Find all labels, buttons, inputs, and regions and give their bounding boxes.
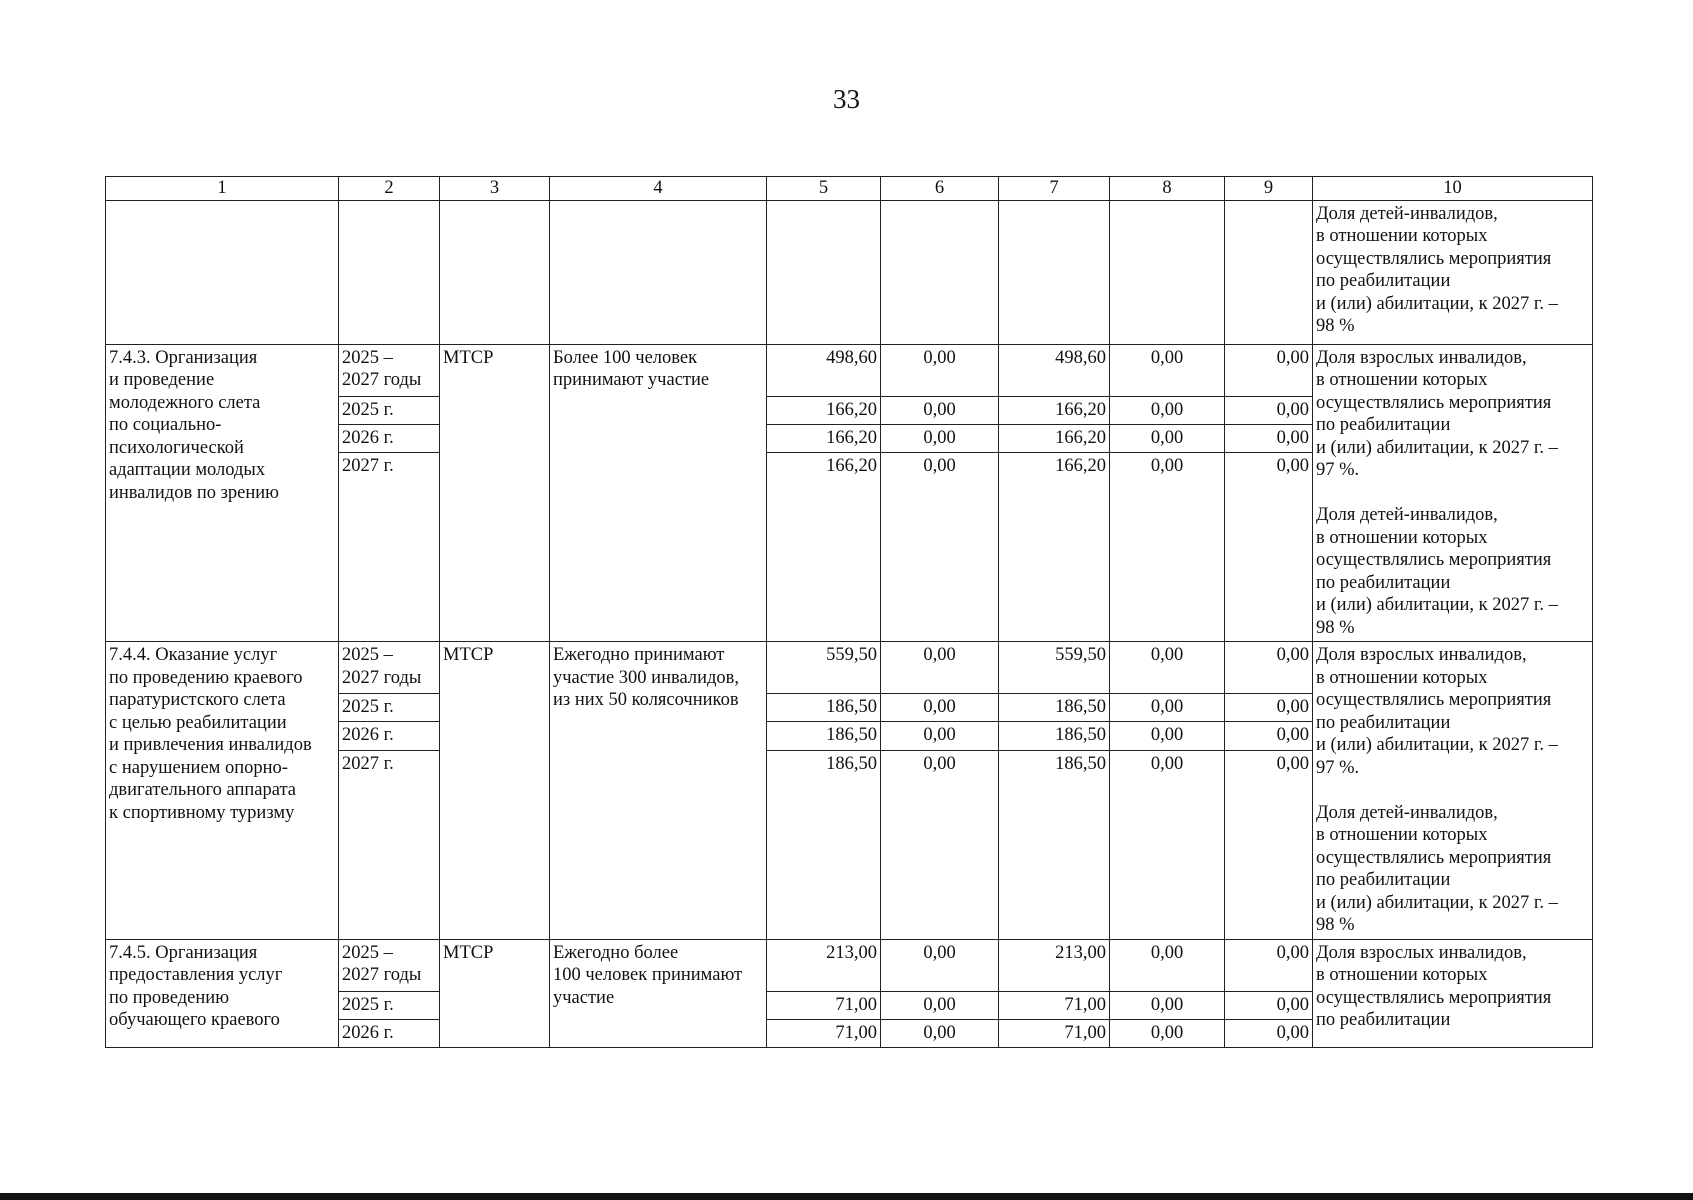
amount-total-cell: 166,20 — [767, 396, 881, 424]
amount-federal-cell: 0,00 — [881, 424, 999, 452]
amount-local-cell: 0,00 — [1110, 344, 1225, 396]
executor-cell: МТСР — [440, 642, 550, 940]
amount-regional-cell: 186,50 — [999, 722, 1110, 750]
period-cell: 2025 г. — [339, 694, 440, 722]
amount-regional-cell: 166,20 — [999, 396, 1110, 424]
amount-federal-cell: 0,00 — [881, 453, 999, 642]
scan-bottom-edge — [0, 1193, 1693, 1200]
amount-total-cell: 166,20 — [767, 424, 881, 452]
indicator-cell: Доля взрослых инвалидов, в отношении которых осуществлялись мероприятия по реабилитации и (или) абилитации, к 2027 г. – 97 %. Доля детей-инвалидов, в отношении которых осуществлялись мероприятия по реабилитации и (или) абилитации, к 2027 г. – 98 % — [1313, 344, 1593, 642]
amount-total-cell: 166,20 — [767, 453, 881, 642]
amount-regional-cell: 71,00 — [999, 991, 1110, 1019]
amount-local-cell: 0,00 — [1110, 750, 1225, 939]
continuation-row — [106, 200, 1593, 344]
amount-other-cell: 0,00 — [1225, 750, 1313, 939]
empty-cell — [550, 200, 767, 344]
indicator-cell: Доля детей-инвалидов, в отношении которых осуществлялись мероприятия по реабилитации и (или) абилитации, к 2027 г. – 98 % — [1313, 200, 1593, 344]
amount-total-cell: 186,50 — [767, 750, 881, 939]
amount-local-cell: 0,00 — [1110, 1019, 1225, 1047]
indicator-cell: Доля взрослых инвалидов, в отношении которых осуществлялись мероприятия по реабилитации — [1313, 939, 1593, 1047]
activity-name-cell: 7.4.5. Организация предоставления услуг по проведению обучающего краевого — [106, 939, 339, 1047]
amount-regional-cell: 498,60 — [999, 344, 1110, 396]
amount-other-cell: 0,00 — [1225, 1019, 1313, 1047]
amount-local-cell: 0,00 — [1110, 991, 1225, 1019]
amount-other-cell: 0,00 — [1225, 991, 1313, 1019]
amount-local-cell: 0,00 — [1110, 694, 1225, 722]
amount-total-cell: 186,50 — [767, 694, 881, 722]
period-cell: 2025 г. — [339, 396, 440, 424]
amount-other-cell: 0,00 — [1225, 694, 1313, 722]
empty-cell — [881, 200, 999, 344]
period-cell: 2025 – 2027 годы — [339, 642, 440, 694]
column-header: 3 — [440, 177, 550, 201]
amount-other-cell: 0,00 — [1225, 642, 1313, 694]
column-header: 5 — [767, 177, 881, 201]
table-row — [106, 344, 1593, 396]
executor-cell: МТСР — [440, 939, 550, 1047]
column-header: 10 — [1313, 177, 1593, 201]
column-header: 1 — [106, 177, 339, 201]
period-cell: 2027 г. — [339, 453, 440, 642]
indicator-cell: Доля взрослых инвалидов, в отношении которых осуществлялись мероприятия по реабилитации и (или) абилитации, к 2027 г. – 97 %. Доля детей-инвалидов, в отношении которых осуществлялись мероприятия по реабилитации и (или) абилитации, к 2027 г. – 98 % — [1313, 642, 1593, 940]
column-header: 4 — [550, 177, 767, 201]
amount-local-cell: 0,00 — [1110, 722, 1225, 750]
empty-cell — [999, 200, 1110, 344]
activities-table — [105, 176, 1593, 1048]
amount-regional-cell: 559,50 — [999, 642, 1110, 694]
activity-name-cell: 7.4.3. Организация и проведение молодежного слета по социально- психологической адаптации молодых инвалидов по зрению — [106, 344, 339, 642]
table-row — [106, 939, 1593, 991]
activity-name-cell: 7.4.4. Оказание услуг по проведению краевого паратуристского слета с целью реабилитации и привлечения инвалидов с нарушением опорно- двигательного аппарата к спортивному туризму — [106, 642, 339, 940]
amount-local-cell: 0,00 — [1110, 939, 1225, 991]
amount-federal-cell: 0,00 — [881, 694, 999, 722]
table-row — [106, 642, 1593, 694]
table-body — [106, 177, 1593, 1048]
period-cell: 2026 г. — [339, 1019, 440, 1047]
amount-regional-cell: 186,50 — [999, 750, 1110, 939]
amount-regional-cell: 186,50 — [999, 694, 1110, 722]
result-cell: Более 100 человек принимают участие — [550, 344, 767, 642]
column-header: 2 — [339, 177, 440, 201]
period-cell: 2025 г. — [339, 991, 440, 1019]
amount-total-cell: 559,50 — [767, 642, 881, 694]
amount-total-cell: 498,60 — [767, 344, 881, 396]
executor-cell: МТСР — [440, 344, 550, 642]
amount-federal-cell: 0,00 — [881, 750, 999, 939]
period-cell: 2026 г. — [339, 722, 440, 750]
amount-federal-cell: 0,00 — [881, 396, 999, 424]
period-cell: 2025 – 2027 годы — [339, 939, 440, 991]
amount-total-cell: 213,00 — [767, 939, 881, 991]
amount-other-cell: 0,00 — [1225, 344, 1313, 396]
empty-cell — [440, 200, 550, 344]
period-cell: 2025 – 2027 годы — [339, 344, 440, 396]
column-header: 6 — [881, 177, 999, 201]
amount-total-cell: 186,50 — [767, 722, 881, 750]
amount-other-cell: 0,00 — [1225, 722, 1313, 750]
amount-local-cell: 0,00 — [1110, 453, 1225, 642]
amount-other-cell: 0,00 — [1225, 453, 1313, 642]
amount-total-cell: 71,00 — [767, 1019, 881, 1047]
amount-federal-cell: 0,00 — [881, 1019, 999, 1047]
amount-local-cell: 0,00 — [1110, 642, 1225, 694]
empty-cell — [1225, 200, 1313, 344]
amount-local-cell: 0,00 — [1110, 424, 1225, 452]
page-number: 33 — [833, 84, 860, 114]
result-cell: Ежегодно принимают участие 300 инвалидов, из них 50 колясочников — [550, 642, 767, 940]
empty-cell — [1110, 200, 1225, 344]
period-cell: 2026 г. — [339, 424, 440, 452]
amount-regional-cell: 71,00 — [999, 1019, 1110, 1047]
amount-federal-cell: 0,00 — [881, 722, 999, 750]
amount-regional-cell: 213,00 — [999, 939, 1110, 991]
period-cell: 2027 г. — [339, 750, 440, 939]
result-cell: Ежегодно более 100 человек принимают участие — [550, 939, 767, 1047]
column-header: 7 — [999, 177, 1110, 201]
empty-cell — [106, 200, 339, 344]
amount-local-cell: 0,00 — [1110, 396, 1225, 424]
empty-cell — [767, 200, 881, 344]
amount-total-cell: 71,00 — [767, 991, 881, 1019]
amount-other-cell: 0,00 — [1225, 424, 1313, 452]
amount-regional-cell: 166,20 — [999, 424, 1110, 452]
amount-federal-cell: 0,00 — [881, 939, 999, 991]
amount-federal-cell: 0,00 — [881, 344, 999, 396]
amount-federal-cell: 0,00 — [881, 642, 999, 694]
column-header: 9 — [1225, 177, 1313, 201]
amount-regional-cell: 166,20 — [999, 453, 1110, 642]
amount-federal-cell: 0,00 — [881, 991, 999, 1019]
amount-other-cell: 0,00 — [1225, 396, 1313, 424]
column-header-row — [106, 177, 1593, 201]
amount-other-cell: 0,00 — [1225, 939, 1313, 991]
empty-cell — [339, 200, 440, 344]
column-header: 8 — [1110, 177, 1225, 201]
